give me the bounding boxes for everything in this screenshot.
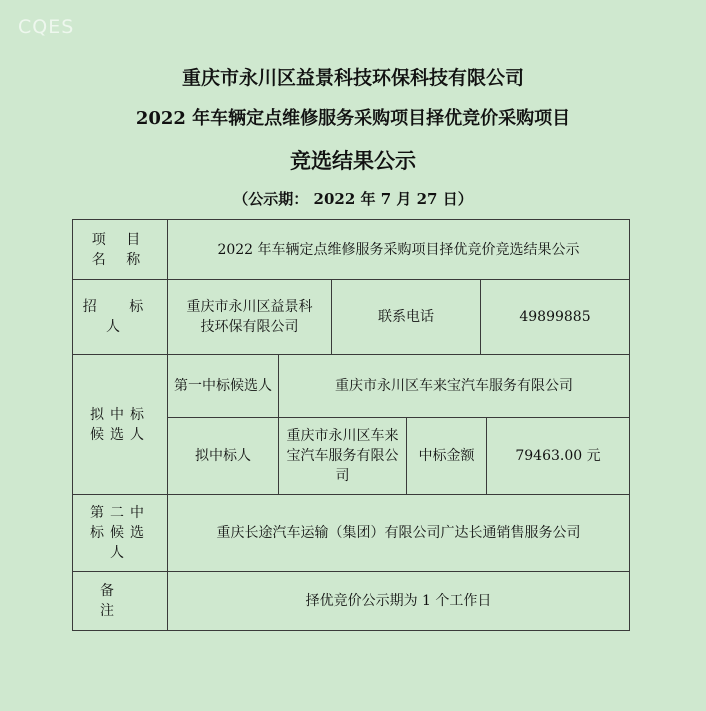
project-title: 2022 年车辆定点维修服务采购项目择优竞价采购项目 — [135, 108, 571, 129]
publicity-period: （公示期： 2022 年 7 月 27 日） — [233, 190, 473, 208]
watermark-text: CQES — [18, 16, 75, 38]
proposed-winner-value: 重庆市永川区车来宝汽车服务有限公司 — [286, 428, 399, 484]
project-name-value: 2022 年车辆定点维修服务采购项目择优竞价竞选结果公示 — [217, 241, 580, 258]
table-border — [72, 630, 630, 631]
bid-amount-label: 中标金额 — [418, 448, 475, 464]
project-name-label: 项 目 名 称 — [91, 231, 149, 268]
phone-value: 49899885 — [519, 309, 591, 325]
second-candidate-value: 重庆长途汽车运输（集团）有限公司广达长通销售服务公司 — [216, 525, 581, 541]
bid-amount-value: 79463.00 元 — [515, 448, 601, 464]
remarks-value: 择优竞价公示期为 1 个工作日 — [305, 593, 492, 609]
first-candidate-value: 重庆市永川区车来宝汽车服务有限公司 — [335, 378, 573, 394]
tenderer-label: 招 标 人 — [82, 299, 158, 335]
first-candidate-label: 第一中标候选人 — [174, 378, 272, 394]
company-title: 重庆市永川区益景科技环保科技有限公司 — [181, 67, 524, 89]
proposed-winner-label: 拟中标人 — [195, 448, 251, 464]
candidates-label: 拟中标候选人 — [90, 406, 150, 443]
second-candidate-label: 第二中标候选人 — [90, 505, 150, 561]
table-border — [629, 219, 630, 631]
notice-title: 竞选结果公示 — [290, 148, 416, 173]
phone-label: 联系电话 — [378, 309, 434, 325]
tenderer-value: 重庆市永川区益景科技环保有限公司 — [186, 299, 313, 335]
remarks-label: 备 注 — [100, 583, 140, 619]
